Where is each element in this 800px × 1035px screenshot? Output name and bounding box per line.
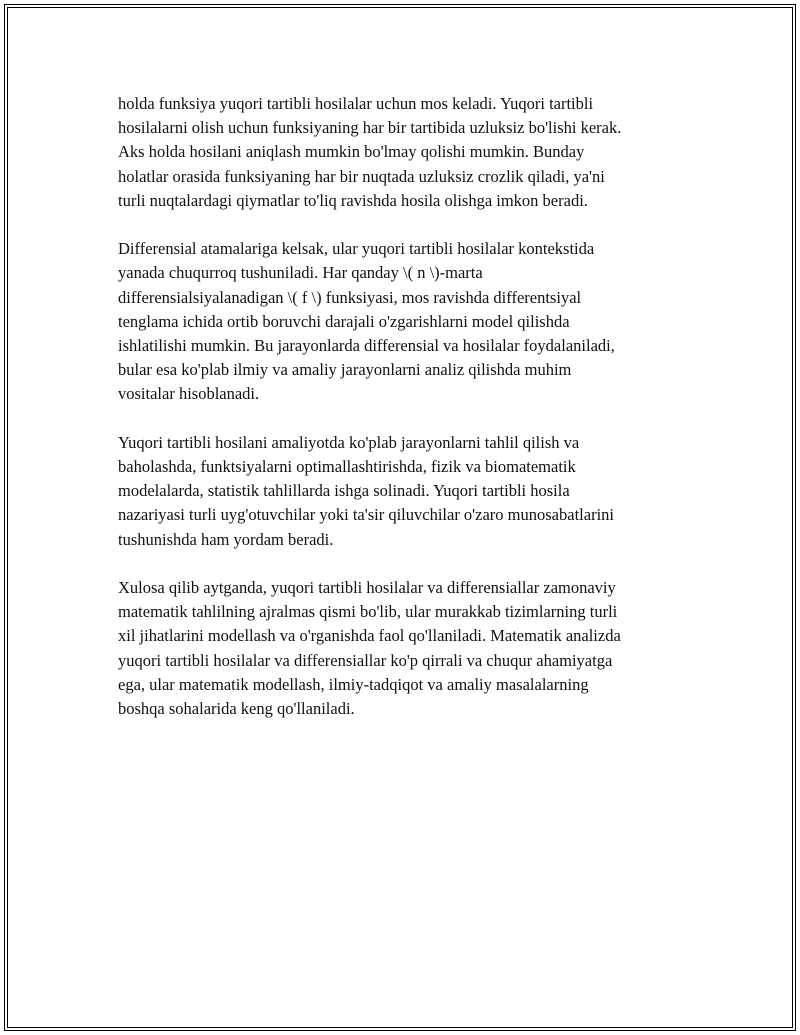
document-body — [118, 92, 688, 745]
paragraph-4: Xulosa qilib aytganda, yuqori tartibli hosilalar va differensiallar zamonaviy matematik tahlilning ajralmas qismi bo'lib, ular murakkab tizimlarning turli xil jihatlarini modellash va o'rganishda faol qo'llaniladi. Matematik analizda yuqori tartibli hosilalar va differensiallar ko'p qirrali va chuqur ahamiyatga ega, ular matematik modellash, ilmiy-tadqiqot va amaliy masalalarning boshqa sohalarida keng qo'llaniladi. — [118, 578, 621, 719]
paragraph-1: holda funksiya yuqori tartibli hosilalar uchun mos keladi. Yuqori tartibli hosilalarni olish uchun funksiyaning har bir tartibida uzluksiz bo'lishi kerak. Aks holda hosilani aniqlash mumkin bo'lmay qolishi mumkin. Bunday holatlar orasida funksiyaning har bir nuqtada uzluksiz crozlik qiladi, ya'ni turli nuqtalardagi qiymatlar to'liq ravishda hosila olishga imkon beradi. — [118, 94, 622, 210]
paragraph-3: Yuqori tartibli hosilani amaliyotda ko'plab jarayonlarni tahlil qilish va baholashda, funktsiyalarni optimallashtirishda, fizik va biomatematik modelalarda, statistik tahlillarda ishga solinadi. Yuqori tartibli hosila nazariyasi turli uyg'otuvchilar yoki ta'sir qiluvchilar o'zaro munosabatlarini tushunishda ham yordam beradi. — [118, 432, 614, 549]
paragraph-2: Differensial atamalariga kelsak, ular yuqori tartibli hosilalar kontekstida yanada chuqurroq tushuniladi. Har qanday \( n \)-marta differensialsiyalanadigan \( f \) funksiyasi, mos ravishda differentsiyal tenglama ichida ortib boruvchi darajali o'zgarishlarni model qilishda ishlatilishi mumkin. Bu jarayonlarda differensial va hosilalar foydalaniladi, bular esa ko'plab ilmiy va amaliy jarayonlarni analiz qilishda muhim vositalar hisoblanadi. — [118, 239, 615, 404]
